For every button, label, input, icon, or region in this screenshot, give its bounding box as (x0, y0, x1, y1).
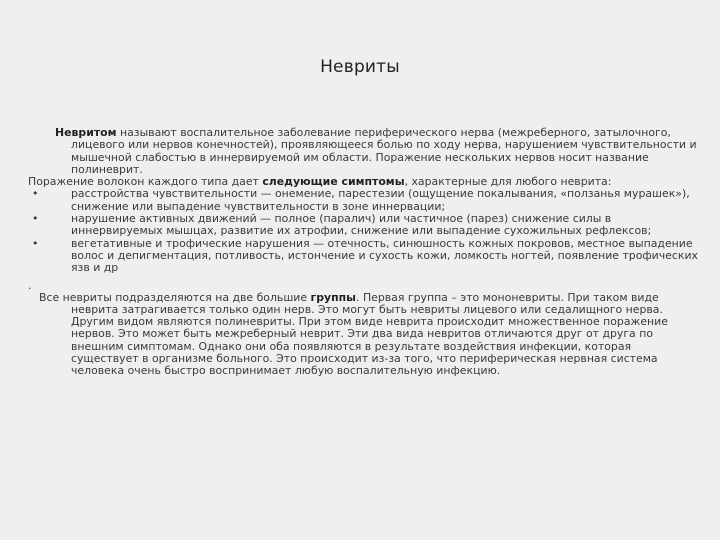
bullet-text: нарушение активных движений — полное (паралич) или частичное (парез) снижение силы в иннервируемых мышцах, развитие их атрофии, снижение или выпадение сухожильных рефлексов; (71, 212, 652, 238)
groups-bold: группы (310, 290, 357, 304)
bullet-dot: • (32, 236, 39, 250)
groups-paragraph (28, 292, 698, 378)
bullet-dot: • (32, 187, 39, 201)
bullet-text: расстройства чувствительности — онемение, парестезии (ощущение покалывания, «ползанья мурашек»), снижение или выпадение чувствительности в зоне иннервации; (71, 187, 690, 213)
intro-text: называют воспалительное заболевание периферического нерва (межреберного, затылочного, лицевого или нервов конечностей), проявляющееся болью по ходу нерва, нарушением чувствительности и мышечной слабостью в иннервируемой им области. Поражение нескольких нервов носит название полиневрит. (71, 126, 697, 176)
bullet-item (28, 213, 698, 238)
bullet-dot: • (32, 212, 39, 226)
bullet-item (28, 188, 698, 213)
groups-tail: . Первая группа – это мононевриты. При таком виде неврита затрагивается только один нерв. Это могут быть невриты лицевого или седалищного нерва. Другим видом являются полиневриты. При этом виде неврита происходит множественное поражение нервов. Это может быть межреберный неврит. Эти два вида невритов отличаются друг от друга по внешним симптомам. Однако они оба появляются в результате воздействия инфекции, которая существует в организме больного. Это происходит из-за того, что периферическая нервная система человека очень быстро воспринимает любую воспалительную инфекцию. (71, 290, 668, 378)
symptoms-intro-text: Поражение волокон каждого типа дает (28, 175, 263, 189)
stray-dot: . (28, 278, 32, 292)
symptoms-intro-tail: , характерные для любого неврита: (404, 175, 612, 189)
bullet-item (28, 238, 698, 275)
intro-term: Невритом (55, 126, 117, 139)
symptoms-intro-bold: следующие симптомы (262, 175, 405, 189)
intro-paragraph (28, 127, 698, 176)
bullet-text: вегетативные и трофические нарушения — отечность, синюшность кожных покровов, местное выпадение волос и депигментация, потливость, истончение и сухость кожи, ломкость ногтей, появление трофических язв и др (71, 236, 698, 275)
groups-text: Все невриты подразделяются на две большие (39, 290, 311, 304)
slide-title: Невриты (320, 57, 400, 77)
slide-body (28, 127, 698, 378)
